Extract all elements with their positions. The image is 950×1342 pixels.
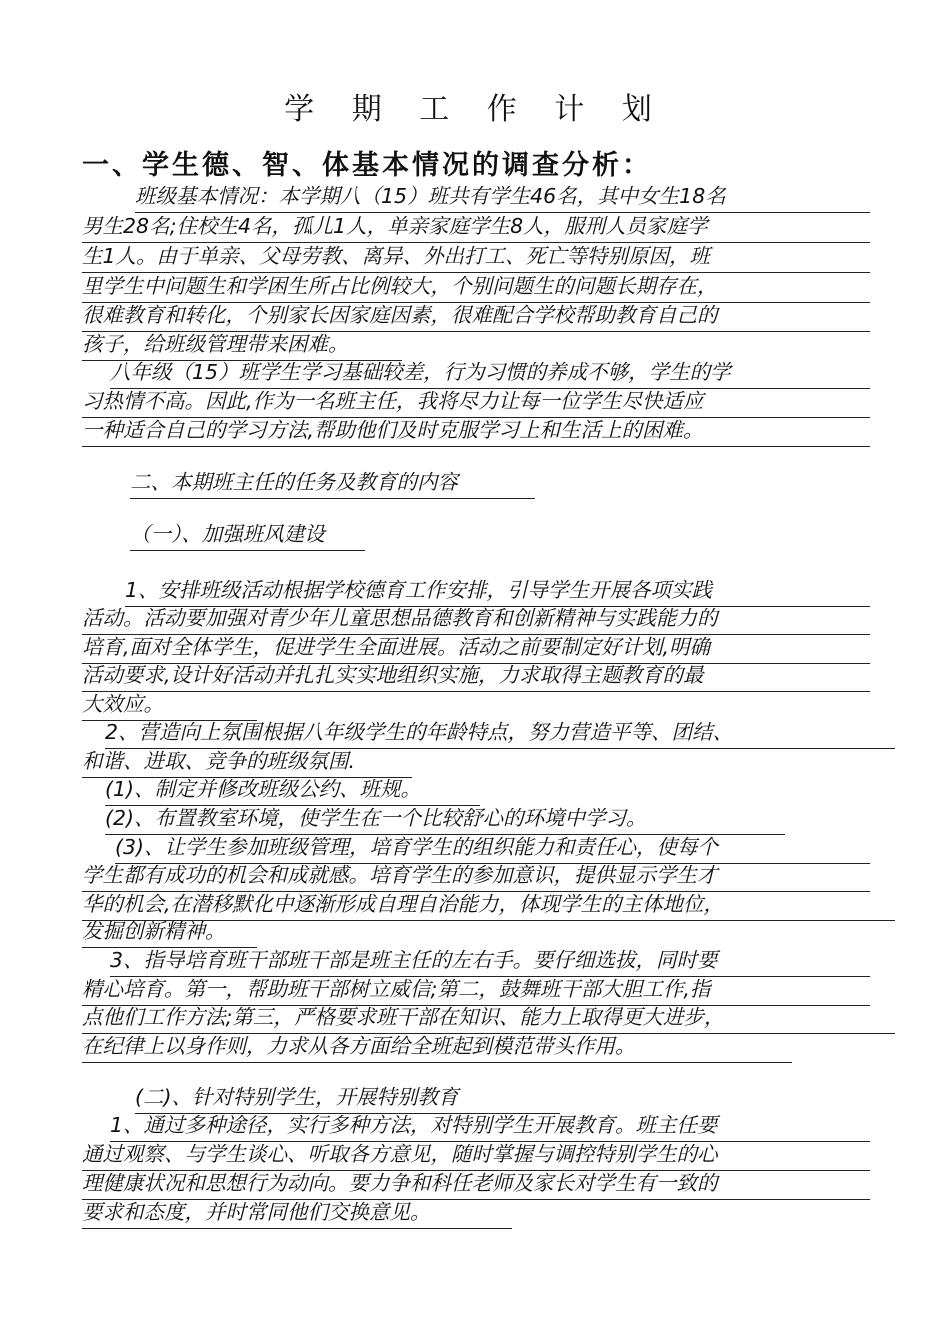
text-line: 里学生中问题生和学困生所占比例较大，个别问题生的问题长期存在， [82, 273, 870, 303]
text-line: (二)、针对特别学生，开展特别教育 [135, 1084, 560, 1114]
text-line: （一）、加强班风建设 [130, 521, 365, 551]
text-line: (3)、让学生参加班级管理，培育学生的组织能力和责任心，使每个 [115, 834, 870, 864]
document-title: 学 期 工 作 计 划 [284, 92, 666, 127]
text-line: 一种适合自己的学习方法,帮助他们及时克服学习上和生活上的困难。 [82, 417, 870, 447]
section-heading-1: 一、学生德、智、体基本情况的调查分析： [82, 150, 652, 181]
text-line: 3、指导培育班干部班干部是班主任的左右手。要仔细选拔，同时要 [110, 947, 870, 977]
text-line: 习热情不高。因此,作为一名班主任，我将尽力让每一位学生尽快适应 [82, 388, 870, 418]
text-line: 理健康状况和思想行为动向。要力争和科任老师及家长对学生有一致的 [82, 1170, 870, 1200]
text-line: 华的机会,在潜移默化中逐渐形成自理自治能力，体现学生的主体地位， [82, 891, 895, 921]
text-line: 和谐、进取、竞争的班级氛围. [82, 748, 412, 778]
text-line: (2)、布置教室环境，使学生在一个比较舒心的环境中学习。 [105, 805, 785, 835]
text-line: 培育,面对全体学生，促进学生全面进展。活动之前要制定好计划,明确 [82, 634, 870, 664]
text-line: 2、营造向上氛围根据八年级学生的年龄特点，努力营造平等、团结、 [105, 719, 895, 749]
text-line: 班级基本情况：本学期八（15）班共有学生46名，其中女生18名 [135, 183, 870, 213]
text-line: 要求和态度，并时常同他们交换意见。 [82, 1199, 512, 1229]
text-line: 生1人。由于单亲、父母劳教、离异、外出打工、死亡等特别原因，班 [82, 243, 870, 273]
text-line: 精心培育。第一，帮助班干部树立威信;第二，鼓舞班干部大胆工作,指 [82, 976, 870, 1006]
text-line: 发掘创新精神。 [82, 918, 257, 948]
text-line: 学生都有成功的机会和成就感。培育学生的参加意识，提供显示学生才 [82, 862, 870, 892]
text-line: 男生28名;住校生4名，孤儿1人，单亲家庭学生8人，服刑人员家庭学 [82, 213, 870, 243]
text-line: (1)、制定并修改班级公约、班规。 [105, 776, 480, 806]
text-line: 活动。活动要加强对青少年儿童思想品德教育和创新精神与实践能力的 [82, 605, 870, 635]
text-line: 二、本期班主任的任务及教育的内容 [130, 469, 535, 499]
text-line: 大效应。 [82, 691, 257, 721]
text-line: 孩子，给班级管理带来困难。 [82, 331, 402, 361]
text-line: 在纪律上以身作则，力求从各方面给全班起到模范带头作用。 [82, 1033, 792, 1063]
text-line: 通过观察、与学生谈心、听取各方意见，随时掌握与调控特别学生的心 [82, 1141, 870, 1171]
text-line: 八年级（15）班学生学习基础较差，行为习惯的养成不够，学生的学 [110, 359, 870, 389]
text-line: 点他们工作方法;第三，严格要求班干部在知识、能力上取得更大进步， [82, 1004, 895, 1034]
text-line: 1、通过多种途径，实行多种方法，对特别学生开展教育。班主任要 [110, 1112, 870, 1142]
text-line: 1、安排班级活动根据学校德育工作安排，引导学生开展各项实践 [125, 577, 870, 607]
text-line: 活动要求,设计好活动并扎扎实实地组织实施，力求取得主题教育的最 [82, 662, 870, 692]
text-line: 很难教育和转化，个别家长因家庭因素，很难配合学校帮助教育自己的 [82, 302, 870, 332]
